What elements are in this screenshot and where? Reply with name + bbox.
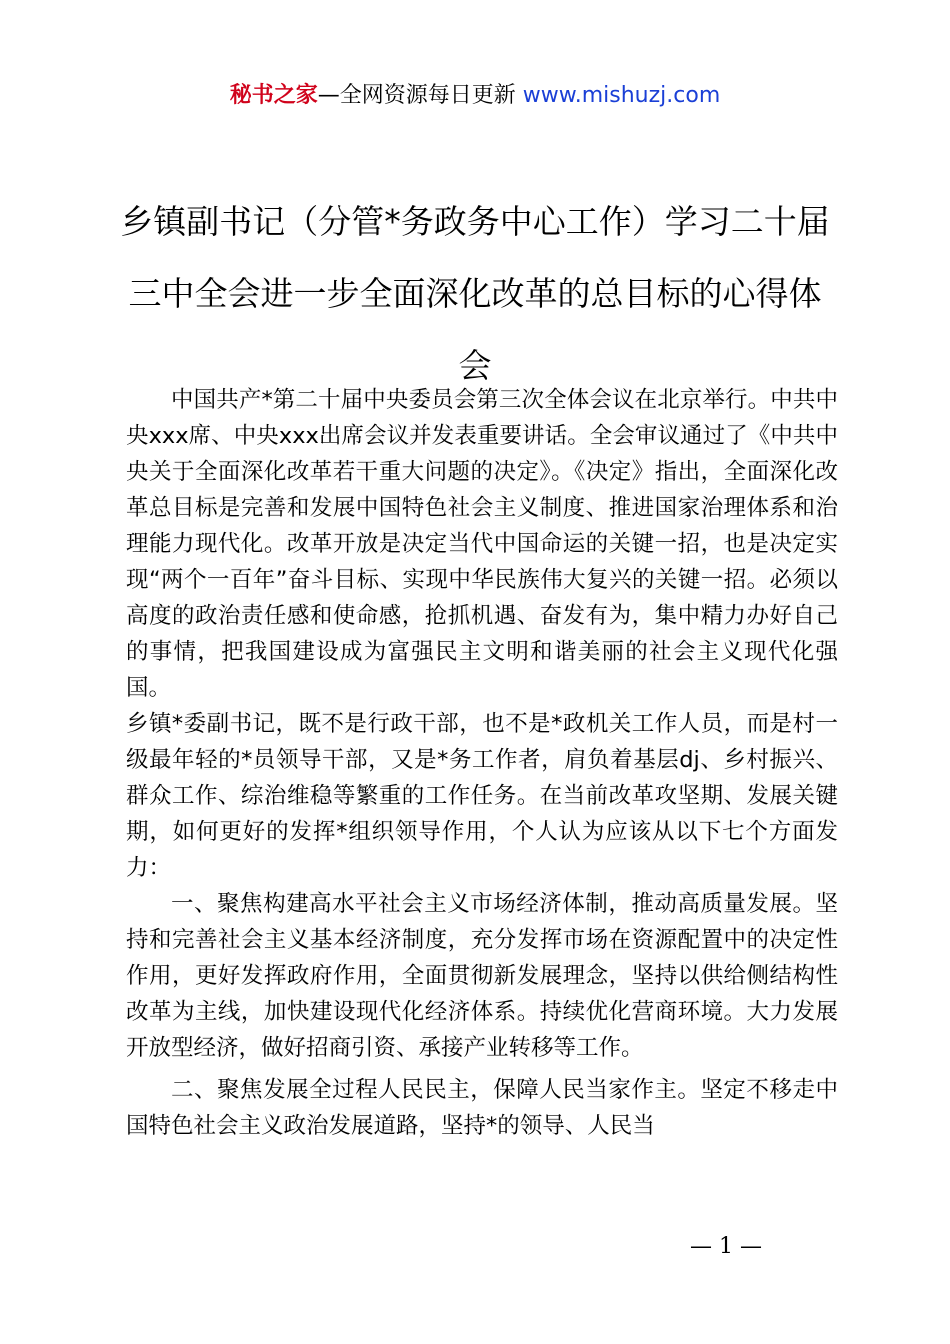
document-title: 乡镇副书记（分管*务政务中心工作）学习二十届三中全会进一步全面深化改革的总目标的心得体会: [120, 202, 830, 385]
page-number: — 1 —: [690, 1234, 762, 1259]
body-paragraph-1: 中国共产*第二十届中央委员会第三次全体会议在北京举行。中共中央xxx席、中央xxx出席会议并发表重要讲话。全会审议通过了《中共中央关于全面深化改革若干重大问题的决定》。《决定》指出，全面深化改革总目标是完善和发展中国特色社会主义制度、推进国家治理体系和治理能力现代化。改革开放是决定当代中国命运的关键一招，也是决定实现“两个一百年”奋斗目标、实现中华民族伟大复兴的关键一招。必须以高度的政治责任感和使命感，抢抓机遇、奋发有为，集中精力办好自己的事情，把我国建设成为富强民主文明和谐美丽的社会主义现代化强国。: [126, 387, 838, 701]
site-header: [0, 80, 950, 112]
body-paragraph-4: 二、聚焦发展全过程人民民主，保障人民当家作主。坚定不移走中国特色社会主义政治发展道路，坚持*的领导、人民当: [126, 1077, 838, 1139]
body-paragraph-3: 一、聚焦构建高水平社会主义市场经济体制，推动高质量发展。坚持和完善社会主义基本经济制度，充分发挥市场在资源配置中的决定性作用，更好发挥政府作用，全面贯彻新发展理念，坚持以供给侧结构性改革为主线，加快建设现代化经济体系。持续优化营商环境。大力发展开放型经济，做好招商引资、承接产业转移等工作。: [126, 891, 838, 1061]
document-body: [126, 382, 838, 1144]
site-brand: 秘书之家: [229, 83, 318, 108]
site-url-link[interactable]: www.mishuzj.com: [522, 83, 721, 108]
site-tagline: —全网资源每日更新: [317, 83, 523, 108]
body-paragraph-2: 乡镇*委副书记，既不是行政干部，也不是*政机关工作人员，而是村一级最年轻的*员领导干部，又是*务工作者，肩负着基层dj、乡村振兴、群众工作、综治维稳等繁重的工作任务。在当前改革攻坚期、发展关键期，如何更好的发挥*组织领导作用，个人认为应该从以下七个方面发力：: [126, 711, 838, 881]
